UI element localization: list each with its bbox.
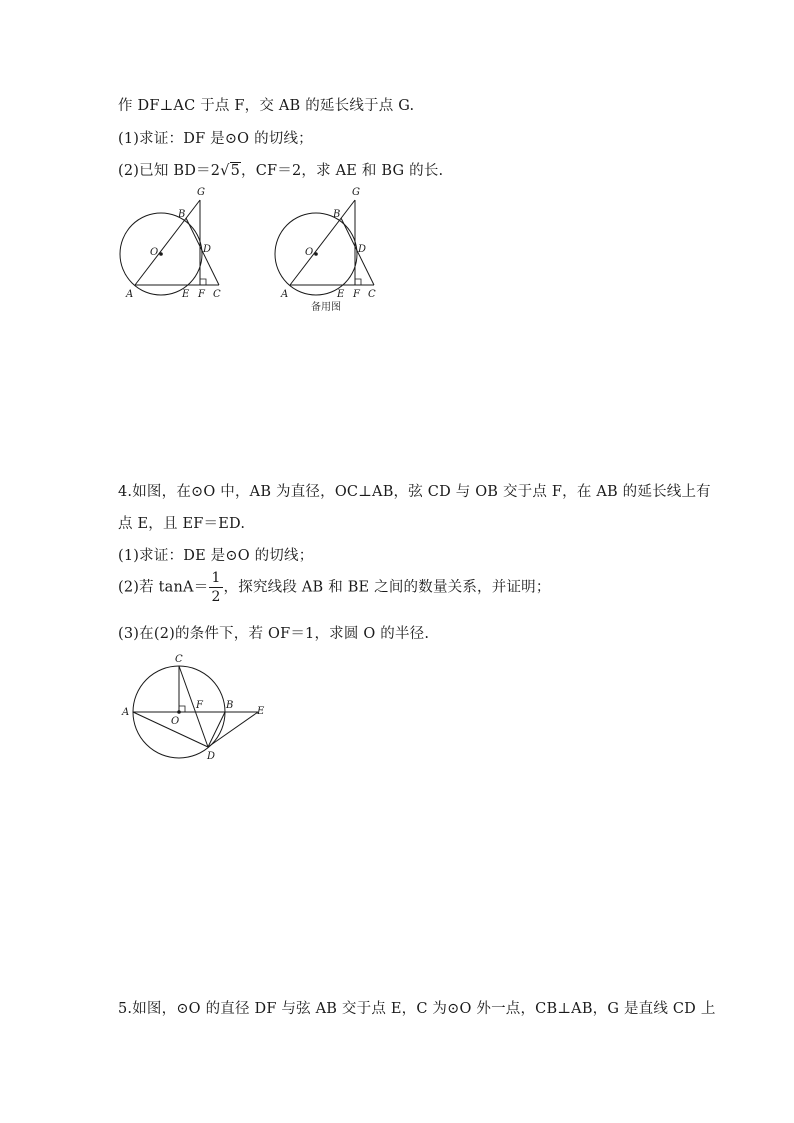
- problem3-q2-prefix: (2)已知 BD＝2: [118, 163, 221, 179]
- fraction: [209, 571, 222, 604]
- problem4-question1: (1)求证：DE 是⊙O 的切线；: [118, 548, 314, 564]
- right-angle-mark: [200, 279, 206, 285]
- problem3-question1: (1)求证：DF 是⊙O 的切线；: [118, 131, 313, 147]
- sqrt-symbol: √: [220, 163, 230, 179]
- label-d: D: [358, 244, 367, 255]
- label-g: G: [352, 187, 360, 198]
- fraction-denominator: 2: [211, 589, 221, 605]
- right-angle-mark: [355, 279, 361, 285]
- label-b: B: [333, 209, 341, 220]
- sqrt-expression: [220, 163, 241, 179]
- segment-de: [208, 712, 258, 747]
- center-dot: [177, 710, 181, 714]
- label-e: E: [337, 289, 345, 300]
- label-f: F: [196, 700, 203, 711]
- label-a: A: [122, 707, 130, 718]
- fraction-numerator: 1: [211, 570, 221, 586]
- label-e: E: [182, 289, 190, 300]
- label-f: F: [198, 289, 205, 300]
- problem3-line1: 作 DF⊥AC 于点 F，交 AB 的延长线于点 G.: [118, 98, 415, 114]
- label-d: D: [203, 244, 212, 255]
- center-dot: [159, 252, 163, 256]
- label-b: B: [178, 209, 186, 220]
- label-f: F: [353, 289, 360, 300]
- label-c: C: [368, 289, 376, 300]
- label-c: C: [213, 289, 221, 300]
- problem4-q2-prefix: (2)若 tanA＝: [118, 579, 209, 596]
- problem3-question2: [118, 159, 443, 180]
- label-e: E: [257, 706, 265, 717]
- label-g: G: [197, 187, 205, 198]
- label-a: A: [126, 289, 134, 300]
- problem3-backup-figure: [267, 182, 397, 314]
- sqrt-radicand: 5: [230, 163, 241, 179]
- label-a: A: [281, 289, 289, 300]
- problem5-line1: 5.如图，⊙O 的直径 DF 与弦 AB 交于点 E，C 为⊙O 外一点，CB⊥AB，G 是直线 CD 上: [118, 1001, 716, 1017]
- segment-ag: [135, 200, 200, 285]
- backup-caption: 备用图: [311, 302, 341, 313]
- label-b: B: [226, 700, 234, 711]
- label-c: C: [175, 654, 183, 665]
- segment-cd: [179, 666, 208, 747]
- problem4-q2-suffix: ，探究线段 AB 和 BE 之间的数量关系，并证明；: [223, 579, 551, 596]
- problem3-q2-suffix: ，CF＝2，求 AE 和 BG 的长.: [241, 163, 444, 179]
- segment-ag: [290, 200, 355, 285]
- problem4-question2: [118, 571, 551, 604]
- problem4-question3: (3)在(2)的条件下，若 OF＝1，求圆 O 的半径.: [118, 626, 430, 642]
- segment-bd: [208, 712, 225, 747]
- problem3-figure: [112, 182, 242, 314]
- label-d: D: [207, 751, 216, 762]
- label-o: O: [305, 247, 314, 258]
- label-o: O: [150, 247, 159, 258]
- label-o: O: [171, 716, 180, 727]
- center-dot: [314, 252, 318, 256]
- problem4-line2: 点 E，且 EF＝ED.: [118, 516, 246, 532]
- problem4-line1: 4.如图，在⊙O 中，AB 为直径，OC⊥AB，弦 CD 与 OB 交于点 F，在 AB 的延长线上有: [118, 484, 711, 500]
- problem4-figure: [118, 650, 278, 765]
